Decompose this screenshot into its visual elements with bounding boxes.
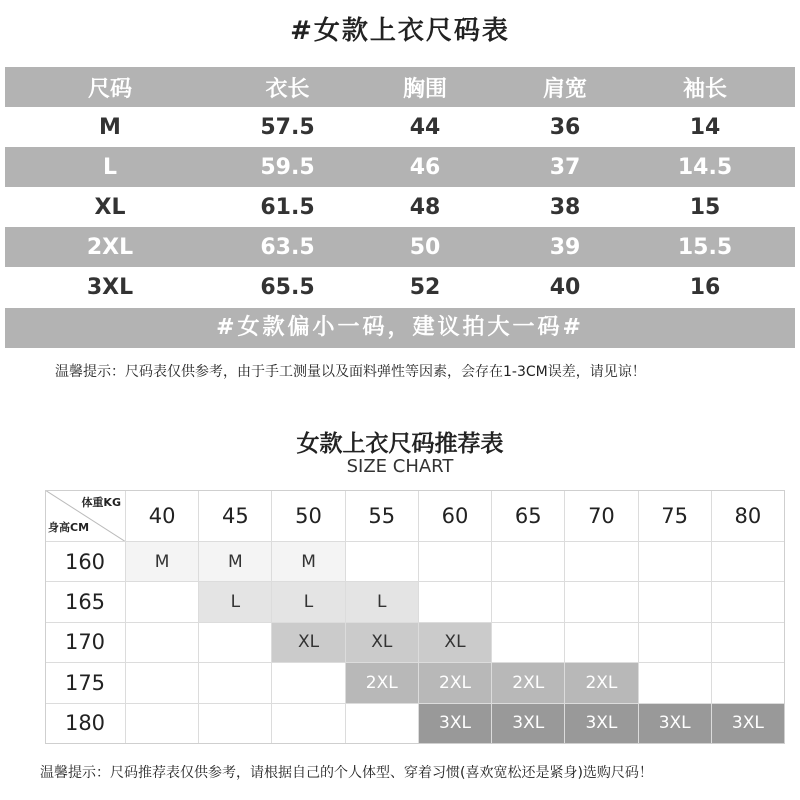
size-cell: 2XL [419, 663, 492, 703]
size-table-cell: 59.5 [260, 154, 315, 180]
weight-header-cell: 55 [346, 490, 419, 542]
height-header-cell: 175 [45, 663, 126, 703]
weight-header-cell: 60 [419, 490, 492, 542]
size-cell [126, 704, 199, 744]
size-cell [639, 623, 712, 663]
height-header-cell: 170 [45, 623, 126, 663]
size-recommendation-grid [45, 490, 785, 744]
size-cell [199, 663, 272, 703]
size-cell [565, 542, 638, 582]
size-cell: 3XL [419, 704, 492, 744]
size-cell [639, 582, 712, 622]
size-table-cell: M [99, 114, 121, 140]
size-cell [639, 542, 712, 582]
weight-header-cell: 45 [199, 490, 272, 542]
size-table-cell: 16 [689, 274, 721, 300]
size-cell: 3XL [565, 704, 638, 744]
size-cell [272, 663, 345, 703]
size-cell [712, 582, 785, 622]
grid-corner [45, 490, 126, 542]
weight-header-cell: 65 [492, 490, 565, 542]
size-cell: 3XL [492, 704, 565, 744]
size-table-cell: L [102, 154, 118, 180]
size-cell [419, 542, 492, 582]
size-table [5, 67, 795, 307]
weight-header-cell: 75 [639, 490, 712, 542]
size-cell: 3XL [639, 704, 712, 744]
size-table-cell: 37 [549, 154, 581, 180]
size-table-cell: 63.5 [260, 234, 315, 260]
size-cell [712, 542, 785, 582]
size-table-header-cell: 胸围 [402, 76, 447, 102]
size-table-cell: 15.5 [677, 234, 733, 260]
size-table-cell: 48 [409, 194, 441, 220]
size-table-header-cell: 尺码 [87, 76, 132, 102]
size-cell: L [199, 582, 272, 622]
size-table-cell: 39 [549, 234, 581, 260]
weight-header-cell: 40 [126, 490, 199, 542]
size-table-cell: 14.5 [677, 154, 733, 180]
size-table-cell: 61.5 [260, 194, 315, 220]
size-table-cell: 57.5 [260, 114, 315, 140]
size-cell [492, 582, 565, 622]
size-cell [712, 623, 785, 663]
size-table-cell: 15 [689, 194, 721, 220]
size-table-row [5, 147, 795, 187]
size-table-row [5, 187, 795, 227]
size-cell [419, 582, 492, 622]
size-table-footer: #女款偏小一码，建议拍大一码# [5, 308, 795, 348]
size-table-cell: 50 [409, 234, 441, 260]
size-table-cell: 3XL [86, 274, 134, 300]
size-cell [712, 663, 785, 703]
measurement-note: 温馨提示：尺码表仅供参考，由于手工测量以及面料弹性等因素，会存在1-3CM误差，请见谅！ [55, 364, 646, 380]
size-cell: L [346, 582, 419, 622]
size-table-header-cell: 肩宽 [542, 76, 587, 102]
size-cell: XL [272, 623, 345, 663]
size-cell [346, 704, 419, 744]
recommendation-title: 女款上衣尺码推荐表 [296, 431, 504, 457]
size-cell [565, 582, 638, 622]
weight-axis-label: 体重KG [81, 496, 121, 509]
size-table-header-row [5, 67, 795, 107]
size-cell [565, 623, 638, 663]
size-table-row [5, 107, 795, 147]
size-table-cell: 44 [409, 114, 441, 140]
size-table-cell: 2XL [86, 234, 134, 260]
size-cell [272, 704, 345, 744]
recommendation-note: 温馨提示：尺码推荐表仅供参考，请根据自己的个人体型、穿着习惯(喜欢宽松还是紧身)选购尺码！ [40, 765, 653, 781]
size-table-cell: 38 [549, 194, 581, 220]
weight-header-cell: 80 [712, 490, 785, 542]
size-cell [346, 542, 419, 582]
size-table-cell: 46 [409, 154, 441, 180]
size-cell [126, 582, 199, 622]
size-cell: 2XL [565, 663, 638, 703]
height-header-cell: 180 [45, 704, 126, 744]
height-axis-label: 身高CM [48, 521, 90, 534]
size-table-cell: 36 [549, 114, 581, 140]
size-cell [126, 623, 199, 663]
size-cell [126, 663, 199, 703]
size-cell: M [199, 542, 272, 582]
size-table-cell: 14 [689, 114, 721, 140]
weight-header-cell: 50 [272, 490, 345, 542]
size-cell [199, 704, 272, 744]
weight-header-cell: 70 [565, 490, 638, 542]
size-cell: M [126, 542, 199, 582]
size-table-header-cell: 袖长 [682, 76, 727, 102]
size-cell: 3XL [712, 704, 785, 744]
size-cell [639, 663, 712, 703]
size-table-row [5, 267, 795, 307]
size-cell [492, 542, 565, 582]
size-cell: XL [346, 623, 419, 663]
size-cell: 2XL [346, 663, 419, 703]
size-cell: XL [419, 623, 492, 663]
height-header-cell: 160 [45, 542, 126, 582]
size-table-cell: XL [94, 194, 126, 220]
size-cell [492, 623, 565, 663]
size-table-cell: 52 [409, 274, 441, 300]
size-table-title: #女款上衣尺码表 [290, 16, 510, 46]
height-header-cell: 165 [45, 582, 126, 622]
size-table-row [5, 227, 795, 267]
size-table-cell: 65.5 [260, 274, 315, 300]
size-cell: 2XL [492, 663, 565, 703]
size-cell: L [272, 582, 345, 622]
recommendation-subtitle: SIZE CHART [346, 456, 454, 477]
size-cell: M [272, 542, 345, 582]
size-table-header-cell: 衣长 [265, 76, 310, 102]
size-table-cell: 40 [549, 274, 581, 300]
size-cell [199, 623, 272, 663]
